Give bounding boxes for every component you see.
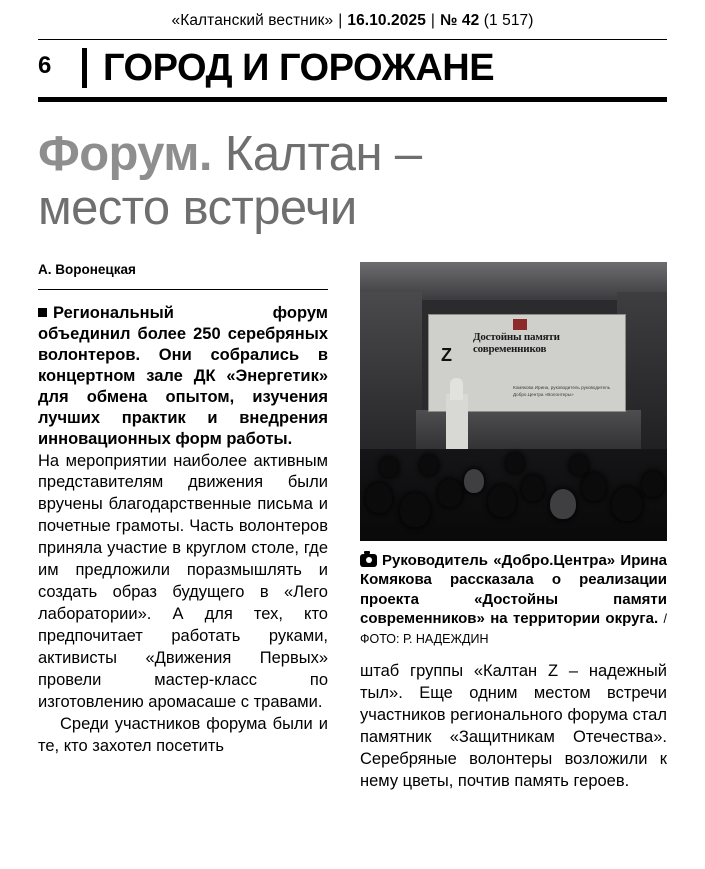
masthead [38,0,667,30]
section-header-bar [82,48,87,88]
article-lead-text: Региональный форум объединил более 250 серебряных волонтеров. Они собрались в концертном зале ДК «Энергетик» для обмена опытом, изучения лучших практик и внедрения инновационных форм работы. [38,303,328,449]
photo-wall-left [360,292,422,462]
byline-divider [38,289,328,290]
photo-audience [360,449,667,541]
masthead-divider [38,39,667,40]
camera-icon [360,554,377,567]
article-paragraph-2: Среди участников форума были и те, кто захотел посетить [38,714,328,755]
photo-credit: /ФОТО: Р. НАДЕЖДИН [360,612,667,646]
article-paragraph-1: На мероприятии наиболее активным представителям движения были вручены благодарственные письма и почетные грамоты. Часть волонтеров приняла участие в круглом столе, где им предложили поразмышлять и создать образ будущего в «Лего лаборатории». А для тех, кто предпочитает работать руками, активисты «Движения Первых» провели мастер-класс по изготовлению аромасаше с травами. [38,451,328,711]
masthead-separator-2: | [430,12,436,29]
article-lead [38,303,328,451]
audience-head [420,455,438,475]
audience-head [582,473,606,501]
presentation-title [473,331,560,356]
photo-speaker [450,378,463,400]
masthead-separator-1: | [338,12,343,29]
presentation-title-line-2: современников [473,343,547,356]
audience-head [570,455,588,475]
column-left [38,262,328,758]
paper-name: «Калтанский вестник» [171,12,334,29]
issue-total-number: (1 517) [483,12,534,29]
square-bullet-icon [38,308,47,317]
headline-line-2: место встречи [38,180,357,235]
photo-caption-text: Руководитель «Добро.Центра» Ирина Комякова рассказала о реализации проекта «Достойны памяти современников» на территории округа. [360,551,667,628]
photo-caption [360,551,667,649]
headline-line-1: Калтан – [211,127,422,181]
page-number: 6 [38,52,52,79]
column-right [360,262,667,793]
audience-head [400,493,430,527]
audience-head [506,453,524,473]
audience-head [488,485,516,517]
issue-date: 16.10.2025 [347,12,426,29]
section-header-divider [38,97,667,102]
presentation-subtitle: Комякова Ирина, руководитель руководитель Добро.Центра «Волонтеры» [513,385,611,397]
section-header [38,42,667,94]
presentation-title-line-1: Достойны памяти [473,330,560,343]
audience-head [464,469,484,493]
audience-head [366,483,392,513]
audience-head [438,479,462,507]
audience-head [642,471,664,497]
presentation-logo-icon [513,319,527,330]
article-headline [38,128,667,236]
article-paragraph-3: штаб группы «Калтан Z – надежный тыл». Еще одним местом встречи участников регионального форума стал памятник «Защитникам Отечества». Серебряные волонтеры возложили к нему цветы, почтив память героев. [360,662,667,790]
audience-head [550,489,576,519]
article-byline: А. Воронецкая [38,261,136,277]
issue-number: № 42 [440,12,480,29]
audience-head [380,457,398,477]
audience-head [612,487,642,521]
article-photo [360,262,667,541]
audience-head [522,475,544,501]
section-title: ГОРОД И ГОРОЖАНЕ [103,47,495,89]
presentation-letter-z: Z [441,344,452,365]
photo-podium [446,394,468,456]
headline-kicker: Форум. [38,127,212,181]
